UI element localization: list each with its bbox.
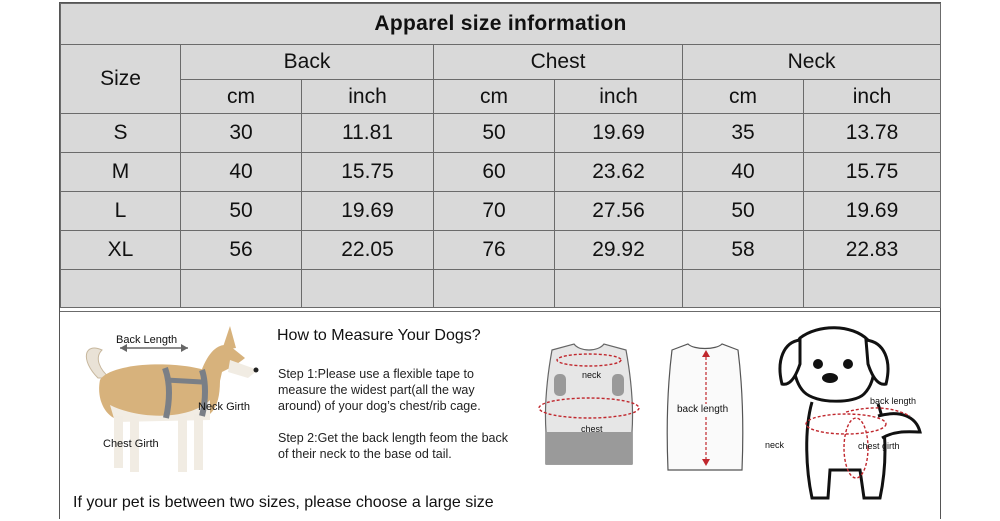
value-cell: 40 [181, 153, 302, 192]
table-row [61, 153, 941, 192]
value-cell: 50 [434, 114, 555, 153]
howto-title: How to Measure Your Dogs? [277, 327, 481, 344]
value-cell: 19.69 [302, 192, 434, 231]
value-cell: 22.83 [804, 231, 941, 270]
value-cell: 50 [181, 192, 302, 231]
back-length-label: Back Length [116, 334, 178, 346]
value-cell: 40 [683, 153, 804, 192]
size-header: Size [61, 45, 181, 114]
table-title: Apparel size information [61, 4, 941, 45]
size-note: If your pet is between two sizes, please choose a large size [73, 494, 494, 511]
garment-back-length-label: back length [677, 404, 729, 415]
garment-neck-label: neck [582, 370, 602, 380]
value-cell: 76 [434, 231, 555, 270]
unit-header: inch [804, 80, 941, 114]
value-cell: 13.78 [804, 114, 941, 153]
value-cell: 50 [683, 192, 804, 231]
unit-header: inch [302, 80, 434, 114]
table-row [61, 192, 941, 231]
table-row [61, 231, 941, 270]
garment-neck-chest-diagram [538, 342, 640, 475]
value-cell: 27.56 [555, 192, 683, 231]
value-cell: 29.92 [555, 231, 683, 270]
empty-row [61, 270, 941, 308]
table-row [61, 114, 941, 153]
value-cell: 11.81 [302, 114, 434, 153]
neck-girth-label: Neck Girth [198, 401, 250, 413]
chest-girth-label: Chest Girth [103, 438, 159, 450]
unit-header: cm [683, 80, 804, 114]
cartoon-chest-girth-label: chest girth [858, 441, 900, 451]
value-cell: 30 [181, 114, 302, 153]
size-cell: XL [61, 231, 181, 270]
group-header-back: Back [181, 45, 434, 80]
cartoon-dog-illustration [760, 320, 935, 515]
value-cell: 19.69 [804, 192, 941, 231]
value-cell: 35 [683, 114, 804, 153]
cartoon-back-length-label: back length [870, 396, 917, 406]
garment-back-length-diagram [662, 342, 748, 479]
value-cell: 19.69 [555, 114, 683, 153]
value-cell: 60 [434, 153, 555, 192]
size-cell: S [61, 114, 181, 153]
dog-photo-illustration [70, 320, 270, 490]
measure-guide [60, 311, 940, 520]
cartoon-neck-label: neck [765, 440, 785, 450]
unit-header: inch [555, 80, 683, 114]
size-chart-sheet [59, 2, 941, 519]
garment-chest-label: chest [581, 424, 603, 434]
value-cell: 15.75 [302, 153, 434, 192]
size-cell: L [61, 192, 181, 231]
group-header-chest: Chest [434, 45, 683, 80]
step-1-text: Step 1:Please use a flexible tape to measure the widest part(all the way around) of your dog’s chest/rib cage. [278, 367, 481, 413]
unit-header: cm [434, 80, 555, 114]
unit-header: cm [181, 80, 302, 114]
value-cell: 58 [683, 231, 804, 270]
value-cell: 56 [181, 231, 302, 270]
value-cell: 22.05 [302, 231, 434, 270]
value-cell: 23.62 [555, 153, 683, 192]
size-cell: M [61, 153, 181, 192]
value-cell: 70 [434, 192, 555, 231]
step-2-text: Step 2:Get the back length feom the back of their neck to the base od tail. [278, 431, 509, 461]
size-table [60, 3, 941, 308]
group-header-neck: Neck [683, 45, 941, 80]
value-cell: 15.75 [804, 153, 941, 192]
